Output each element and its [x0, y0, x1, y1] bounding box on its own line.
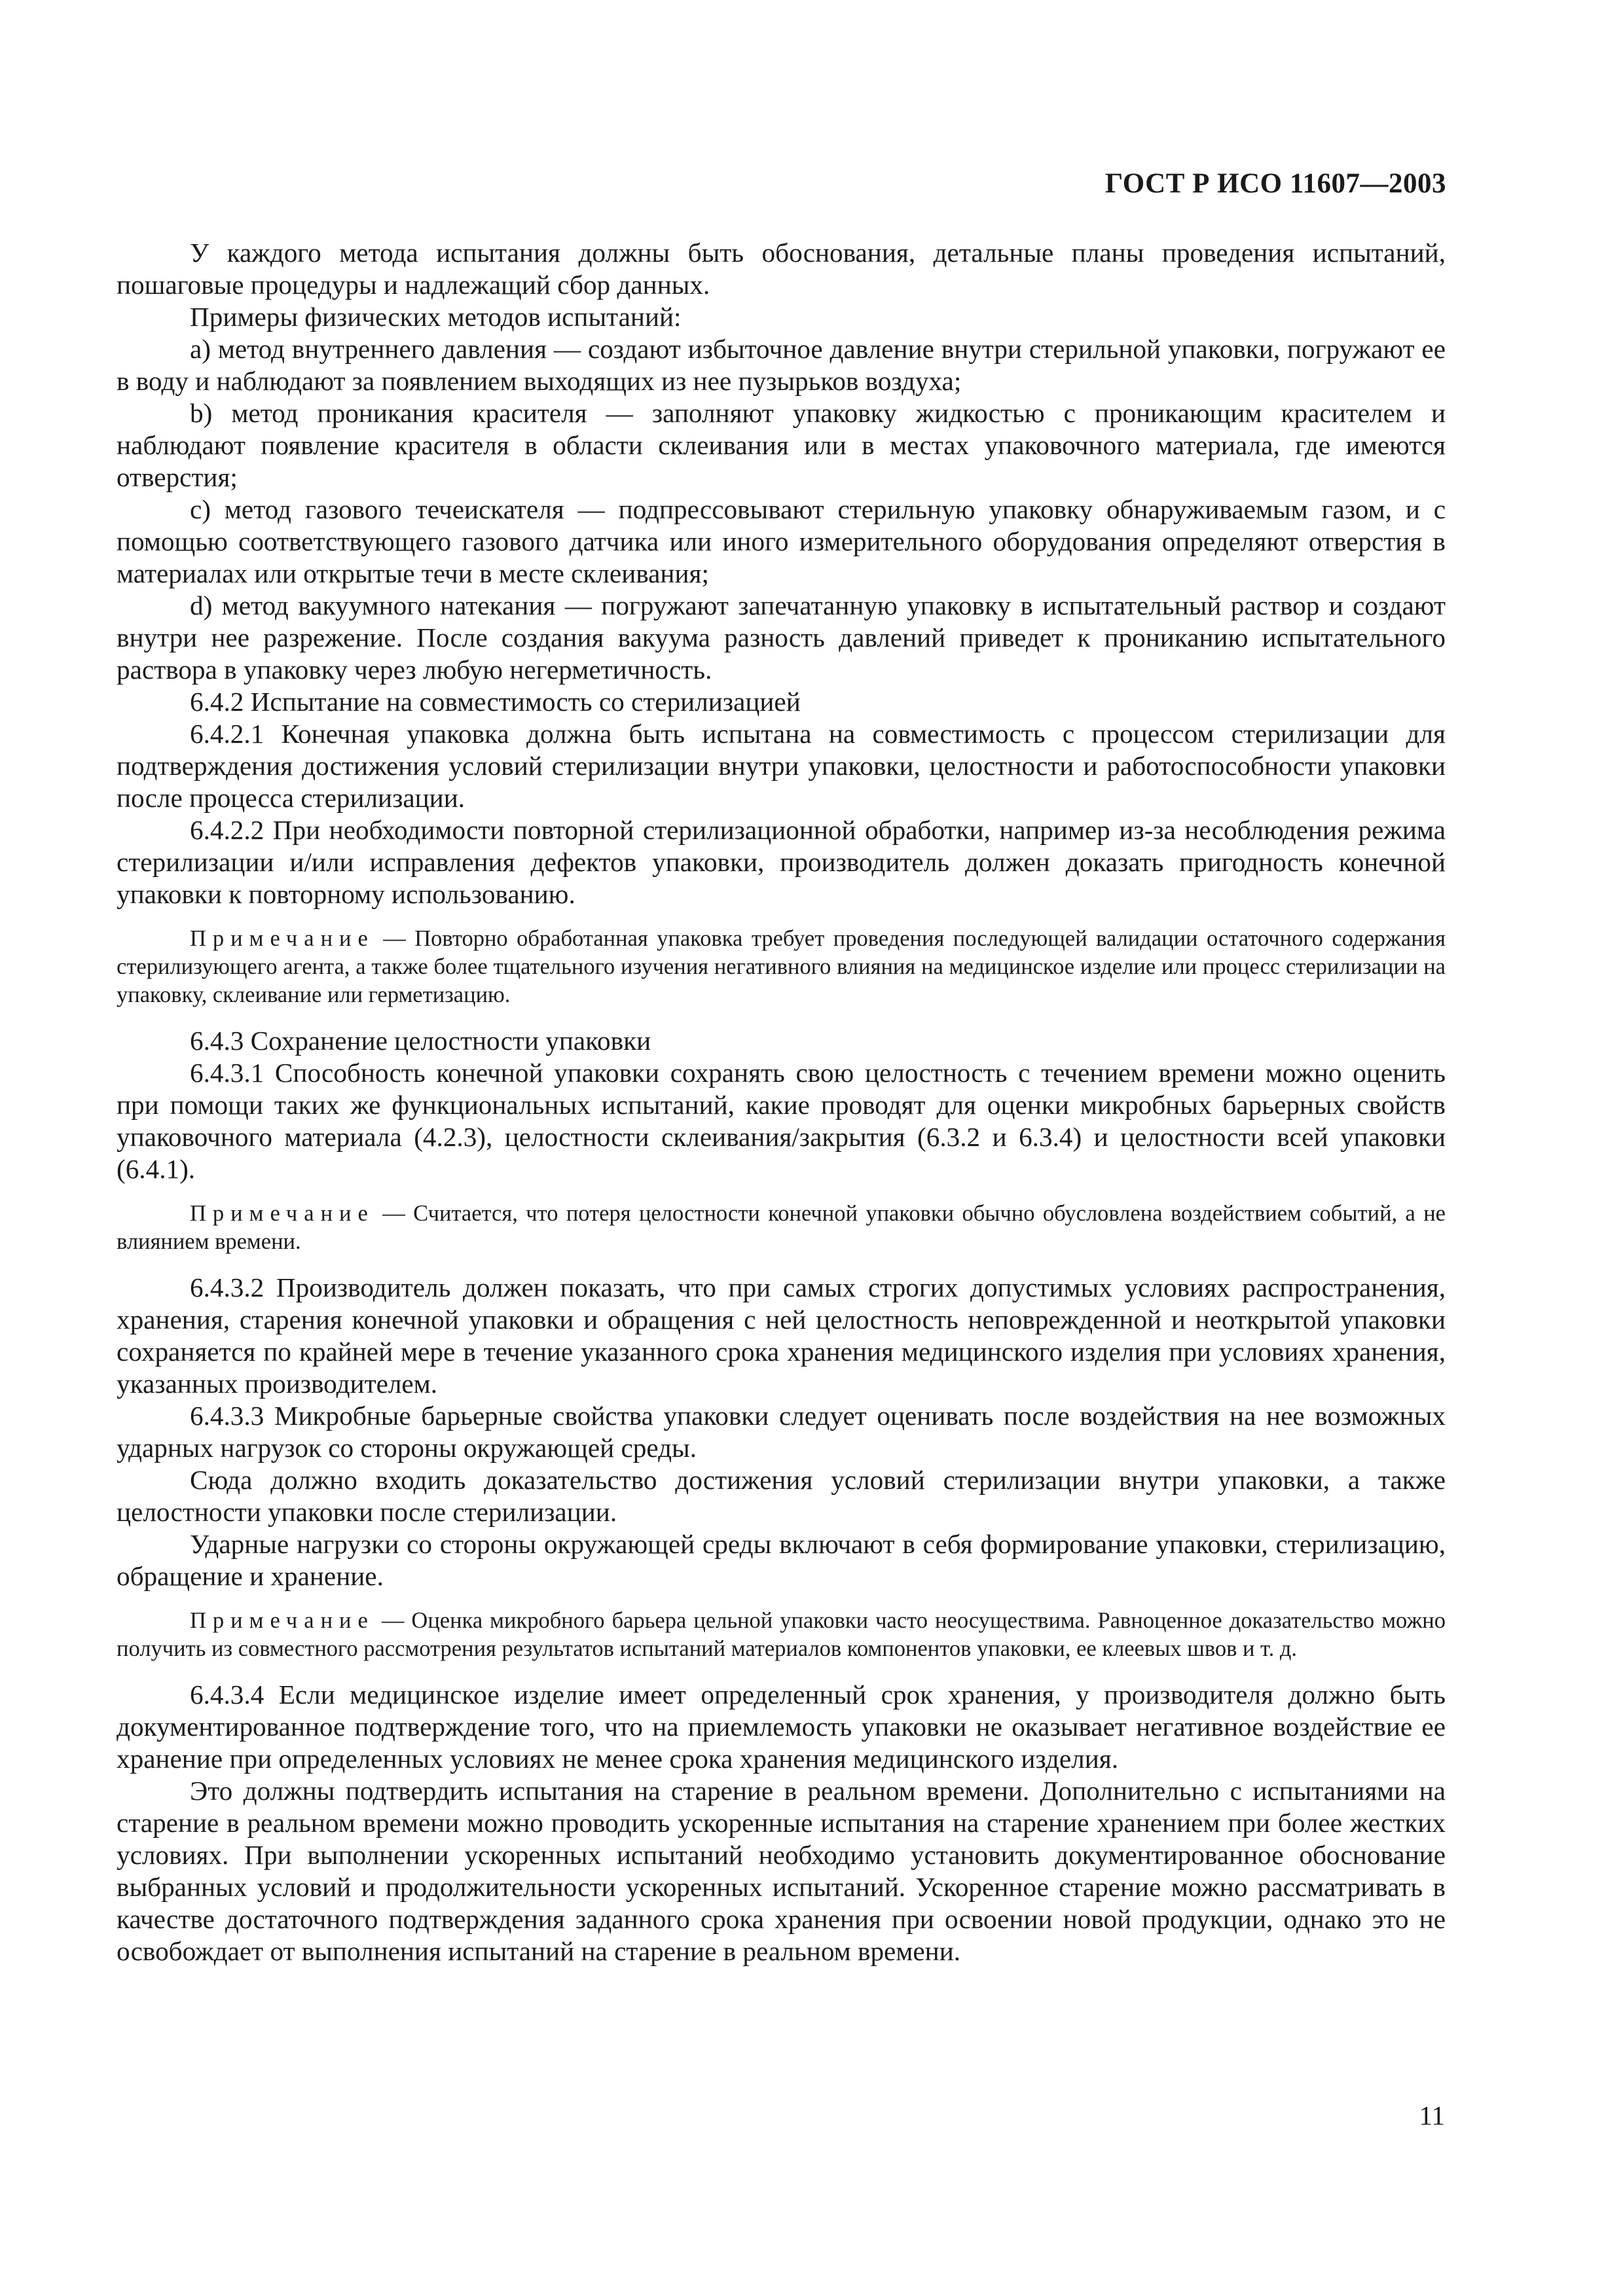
- page-number: 11: [1419, 2100, 1445, 2130]
- paragraph: Ударные нагрузки со стороны окружающей среды включают в себя формирование упаковки, стерилизацию, обращение и хранение.: [117, 1529, 1446, 1591]
- note-label: Примечание: [190, 926, 374, 951]
- note-label: Примечание: [190, 1201, 374, 1226]
- standard-header: ГОСТ Р ИСО 11607—2003: [1104, 168, 1446, 199]
- note-label: Примечание: [190, 1608, 374, 1633]
- section-heading-6-4-3: 6.4.3 Сохранение целостности упаковки: [190, 1026, 651, 1056]
- list-item-d: d) метод вакуумного натекания — погружают запечатанную упаковку в испытательный раствор и создают внутри нее разрежение. После создания вакуума разность давлений приведет к прониканию испытательного раствора в упаковку через любую негерметичность.: [117, 590, 1446, 685]
- note-text: — Считается, что потеря целостности конечной упаковки обычно обусловлена воздействием событий, а не влиянием времени.: [117, 1201, 1446, 1254]
- note: [117, 1200, 1446, 1256]
- list-item-a: a) метод внутреннего давления — создают избыточное давление внутри стерильной упаковки, погружают ее в воду и наблюдают за появлением выходящих из нее пузырьков воздуха;: [117, 334, 1446, 396]
- paragraph: Это должны подтвердить испытания на старение в реальном времени. Дополнительно с испытаниями на старение в реальном времени можно проводить ускоренные испытания на старение хранением при более жестких условиях. При выполнении ускоренных испытаний необходимо установить документированное обоснование выбранных условий и продолжительности ускоренных испытаний. Ускоренное старение можно рассматривать в качестве достаточного подтверждения заданного срока хранения при освоении новой продукции, однако это не освобождает от выполнения испытаний на старение в реальном времени.: [117, 1776, 1446, 1966]
- page-content: [117, 237, 1446, 1967]
- paragraph: Сюда должно входить доказательство достижения условий стерилизации внутри упаковки, а также целостности упаковки после стерилизации.: [117, 1465, 1446, 1527]
- paragraph-6-4-2-2: 6.4.2.2 При необходимости повторной стерилизационной обработки, например из-за несоблюдения режима стерилизации и/или исправления дефектов упаковки, производитель должен доказать пригодность конечной упаковки к повторному использованию.: [117, 815, 1446, 909]
- list-item-c: c) метод газового течеискателя — подпрессовывают стерильную упаковку обнаруживаемым газом, и с помощью соответствующего газового датчика или иного измерительного оборудования определяют отверстия в материалах или открытые течи в месте склеивания;: [117, 494, 1446, 588]
- note-text: — Оценка микробного барьера цельной упаковки часто неосуществима. Равноценное доказательство можно получить из совместного рассмотрения результатов испытаний материалов компонентов упаковки, ее клеевых швов и т. д.: [117, 1608, 1446, 1661]
- paragraph-6-4-3-3: 6.4.3.3 Микробные барьерные свойства упаковки следует оценивать после воздействия на нее возможных ударных нагрузок со стороны окружающей среды.: [117, 1401, 1446, 1463]
- note-text: — Повторно обработанная упаковка требует проведения последующей валидации остаточного содержания стерилизующего агента, а также более тщательного изучения негативного влияния на медицинское изделие или процесс стерилизации на упаковку, склеивание или герметизацию.: [117, 926, 1446, 1007]
- paragraph-6-4-3-2: 6.4.3.2 Производитель должен показать, что при самых строгих допустимых условиях распространения, хранения, старения конечной упаковки и обращения с ней целостность неповрежденной и неоткрытой упаковки сохраняется по крайней мере в течение указанного срока хранения медицинского изделия при условиях хранения, указанных производителем.: [117, 1272, 1446, 1399]
- paragraph-6-4-3-4: 6.4.3.4 Если медицинское изделие имеет определенный срок хранения, у производителя должно быть документированное подтверждение того, что на приемлемость упаковки не оказывает негативное воздействие ее хранение при определенных условиях не менее срока хранения медицинского изделия.: [117, 1679, 1446, 1774]
- paragraph-6-4-2-1: 6.4.2.1 Конечная упаковка должна быть испытана на совместимость с процессом стерилизации для подтверждения достижения условий стерилизации внутри упаковки, целостности и работоспособности упаковки после процесса стерилизации.: [117, 719, 1446, 813]
- paragraph: Примеры физических методов испытаний:: [190, 302, 682, 332]
- paragraph-6-4-3-1: 6.4.3.1 Способность конечной упаковки сохранять свою целостность с течением времени можно оценить при помощи таких же функциональных испытаний, какие проводят для оценки микробных барьерных свойств упаковочного материала (4.2.3), целостности склеивания/закрытия (6.3.2 и 6.3.4) и целостности всей упаковки (6.4.1).: [117, 1058, 1446, 1184]
- note: [117, 1607, 1446, 1663]
- section-heading-6-4-2: 6.4.2 Испытание на совместимость со стерилизацией: [190, 687, 801, 717]
- paragraph: У каждого метода испытания должны быть обоснования, детальные планы проведения испытаний, пошаговые процедуры и надлежащий сбор данных.: [117, 238, 1446, 300]
- note: [117, 925, 1446, 1009]
- list-item-b: b) метод проникания красителя — заполняют упаковку жидкостью с проникающим красителем и наблюдают появление красителя в области склеивания или в местах упаковочного материала, где имеются отверстия;: [117, 398, 1446, 492]
